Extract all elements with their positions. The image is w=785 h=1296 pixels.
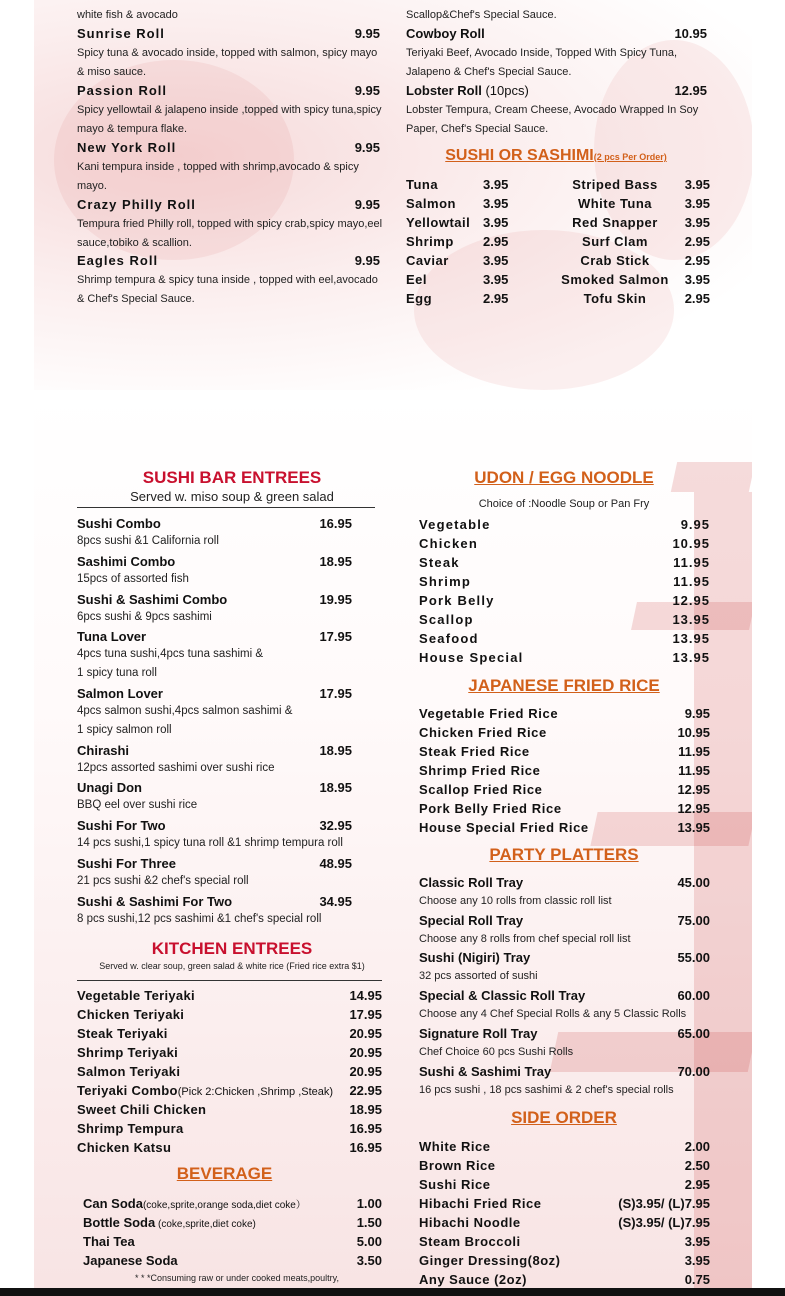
sushi-item-price: 3.95 [483, 253, 509, 268]
menu-item-price: 16.95 [319, 516, 352, 531]
side-item-price: (S)3.95/ (L)7.95 [618, 1196, 710, 1211]
menu-item-name: Chirashi [77, 742, 130, 758]
side-item-name: Hibachi Noodle [419, 1215, 521, 1230]
menu-item-name: Sushi For Two [77, 818, 166, 834]
platter-desc: Choose any 10 rolls from classic roll list [419, 895, 612, 907]
beverage-price: 1.00 [356, 1196, 382, 1211]
platter-name: Sushi & Sashimi Tray [419, 1063, 552, 1079]
menu-item-desc: 8 pcs sushi,12 pcs sashimi &1 chef's special roll [77, 912, 322, 925]
side-item-price: 2.50 [684, 1158, 710, 1173]
menu-item-price: 18.95 [319, 742, 352, 758]
menu-item-name: Tuna Lover [77, 629, 147, 645]
beverage-price: 1.50 [356, 1215, 382, 1230]
menu-item-desc: mayo & tempura flake. [77, 123, 188, 135]
rice-item-name: House Special Fried Rice [419, 820, 589, 835]
side-item-name: Ginger Dressing(8oz) [419, 1253, 561, 1268]
sushi-item-name: Crab Stick [580, 253, 650, 268]
sushi-item-name: Shrimp [406, 234, 454, 249]
platter-name: Classic Roll Tray [419, 875, 524, 890]
menu-item-desc: Spicy tuna & avocado inside, topped with salmon, spicy mayo [77, 47, 378, 59]
noodle-item-name: Pork Belly [419, 593, 495, 608]
side-item-price: (S)3.95/ (L)7.95 [618, 1215, 710, 1230]
rice-item-name: Steak Fried Rice [419, 744, 530, 759]
rice-item-price: 11.95 [678, 763, 710, 778]
noodle-item-price: 13.95 [672, 612, 710, 627]
rice-item-name: Chicken Fried Rice [419, 725, 547, 740]
noodle-item-name: Vegetable [419, 517, 491, 532]
menu-item-price: 20.95 [349, 1026, 382, 1041]
menu-item-name: Lobster Roll (10pcs) [406, 83, 529, 98]
divider [77, 507, 375, 508]
menu-item-price: 20.95 [349, 1045, 382, 1060]
menu-item-price: 9.95 [354, 26, 380, 41]
platter-name: Sushi (Nigiri) Tray [419, 950, 531, 966]
menu-item-price: 17.95 [319, 629, 352, 645]
menu-item-desc: Paper, Chef's Special Sauce. [406, 123, 549, 135]
menu-item-price: 9.95 [354, 197, 380, 212]
rice-item-name: Shrimp Fried Rice [419, 763, 541, 778]
platter-price: 75.00 [677, 912, 710, 928]
noodle-item-price: 11.95 [673, 574, 710, 589]
menu-item-name: Unagi Don [77, 780, 142, 796]
sushi-item-name: Egg [406, 291, 433, 306]
section-title-party-platters: PARTY PLATTERS [489, 845, 639, 864]
beverage-name: Thai Tea [83, 1234, 135, 1249]
platter-price: 60.00 [677, 988, 710, 1004]
menu-item-desc: & miso sauce. [77, 66, 147, 78]
menu-item-desc: 15pcs of assorted fish [77, 572, 189, 585]
sushi-item-name: Red Snapper [572, 215, 658, 230]
platter-price: 70.00 [677, 1063, 710, 1079]
sushi-item-name: Caviar [406, 253, 449, 268]
menu-item-name: Sushi For Three [77, 856, 176, 871]
section-title-kitchen: KITCHEN ENTREES [151, 939, 313, 958]
footnote: * * *Consuming raw or under cooked meats,poultry, [135, 1273, 339, 1283]
section-title-fried-rice: JAPANESE FRIED RICE [468, 676, 660, 695]
menu-item-desc: 1 spicy tuna roll [77, 667, 157, 680]
rice-item-price: 9.95 [684, 706, 710, 721]
menu-item-desc: Kani tempura inside , topped with shrimp,avocado & spicy [77, 161, 359, 173]
menu-item-desc: 14 pcs sushi,1 spicy tuna roll &1 shrimp tempura roll [77, 837, 343, 850]
beverage-name: Can Soda(coke,sprite,orange soda,diet coke） [83, 1196, 306, 1211]
sushi-item-price: 2.95 [684, 291, 710, 306]
menu-item-price: 16.95 [349, 1121, 382, 1136]
page-margin [752, 0, 785, 1288]
noodle-item-name: House Special [419, 650, 524, 665]
menu-item-price: 10.95 [674, 26, 707, 41]
menu-item-desc: 4pcs tuna sushi,4pcs tuna sashimi & [77, 648, 264, 661]
sushi-item-price: 2.95 [483, 291, 509, 306]
menu-item-name: Steak Teriyaki [77, 1026, 168, 1041]
menu-item-name: Passion Roll [77, 83, 168, 98]
noodle-item-name: Scallop [419, 612, 474, 627]
menu-item-name: Shrimp Teriyaki [77, 1045, 179, 1060]
rice-item-price: 11.95 [678, 744, 710, 759]
platter-desc: Chef Choice 60 pcs Sushi Rolls [419, 1045, 574, 1058]
menu-item-desc: 12pcs assorted sashimi over sushi rice [77, 761, 275, 774]
menu-item-desc: Lobster Tempura, Cream Cheese, Avocado Wrapped In Soy [406, 104, 699, 116]
side-item-name: Sushi Rice [419, 1177, 491, 1192]
menu-item-price: 17.95 [349, 1007, 382, 1022]
menu-item-price: 18.95 [319, 553, 352, 569]
menu-item-name: Salmon Teriyaki [77, 1064, 181, 1079]
menu-item-name: Cowboy Roll [406, 26, 485, 41]
sushi-item-name: Eel [406, 272, 428, 287]
platter-name: Special & Classic Roll Tray [419, 988, 586, 1004]
menu-item-desc: 1 spicy salmon roll [77, 723, 172, 736]
side-item-name: Any Sauce (2oz) [419, 1272, 527, 1287]
platter-desc: Choose any 4 Chef Special Rolls & any 5 Classic Rolls [419, 1008, 687, 1021]
sushi-item-price: 3.95 [684, 196, 710, 211]
side-item-price: 2.95 [684, 1177, 710, 1192]
platter-name: Signature Roll Tray [419, 1025, 538, 1041]
platter-name: Special Roll Tray [419, 912, 524, 928]
menu-item-name: Chicken Katsu [77, 1140, 172, 1155]
sushi-item-price: 3.95 [483, 215, 509, 230]
menu-item-name: Vegetable Teriyaki [77, 988, 195, 1003]
menu-item-price: 20.95 [349, 1064, 382, 1079]
menu-item-name: Teriyaki Combo(Pick 2:Chicken ,Shrimp ,Steak) [77, 1083, 334, 1098]
section-subtitle: Served w. miso soup & green salad [130, 489, 334, 504]
partial-description: Scallop&Chef's Special Sauce. [406, 9, 557, 21]
menu-item-price: 17.95 [319, 686, 352, 701]
noodle-item-name: Chicken [419, 536, 478, 551]
menu-item-name: Sushi Combo [77, 516, 161, 531]
menu-item-price: 9.95 [354, 253, 380, 268]
rice-item-price: 13.95 [677, 820, 710, 835]
sushi-item-price: 2.95 [684, 234, 710, 249]
sushi-item-name: Yellowtail [406, 215, 471, 230]
menu-item-desc: mayo. [77, 180, 107, 192]
noodle-item-price: 13.95 [672, 650, 710, 665]
menu-item-price: 32.95 [319, 818, 352, 834]
page-bottom-border [0, 1288, 785, 1296]
beverage-name: Japanese Soda [83, 1253, 178, 1268]
rice-item-price: 10.95 [677, 725, 710, 740]
menu-item-name: Chicken Teriyaki [77, 1007, 185, 1022]
side-item-price: 0.75 [684, 1272, 710, 1287]
divider [77, 980, 382, 981]
sushi-item-name: Striped Bass [572, 177, 658, 192]
menu-item-name: Shrimp Tempura [77, 1121, 184, 1136]
menu-item-price: 16.95 [349, 1140, 382, 1155]
section-title-beverage: BEVERAGE [176, 1164, 273, 1183]
menu-item-name: Sushi & Sashimi For Two [77, 893, 233, 909]
menu-item-name: Eagles Roll [77, 253, 159, 268]
menu-item-price: 9.95 [354, 83, 380, 98]
sushi-item-price: 3.95 [684, 177, 710, 192]
menu-item-desc: 21 pcs sushi &2 chef's special roll [77, 875, 249, 887]
side-item-price: 2.00 [684, 1139, 710, 1154]
side-item-name: Brown Rice [419, 1158, 496, 1173]
menu-item-desc: & Chef's Special Sauce. [77, 293, 195, 305]
menu-item-desc: sauce,tobiko & scallion. [77, 237, 192, 249]
rice-item-name: Scallop Fried Rice [419, 782, 543, 797]
noodle-item-price: 11.95 [673, 555, 710, 570]
menu-item-desc: Jalapeno & Chef's Special Sauce. [406, 66, 572, 78]
platter-desc: 32 pcs assorted of sushi [419, 970, 538, 983]
sushi-item-price: 3.95 [483, 177, 509, 192]
sushi-item-name: Tofu Skin [583, 291, 647, 306]
rice-item-price: 12.95 [677, 801, 710, 816]
sushi-item-name: White Tuna [577, 196, 653, 211]
menu-item-name: Sashimi Combo [77, 553, 176, 569]
noodle-item-price: 12.95 [672, 593, 710, 608]
section-subtitle: Choice of :Noodle Soup or Pan Fry [478, 498, 650, 510]
sushi-item-price: 2.95 [483, 234, 509, 249]
side-item-price: 3.95 [684, 1253, 710, 1268]
menu-item-desc: BBQ eel over sushi rice [77, 799, 198, 812]
sushi-item-price: 3.95 [684, 215, 710, 230]
section-title-sushi-sashimi: SUSHI OR SASHIMI(2 pcs Per Order) [445, 147, 667, 164]
beverage-price: 5.00 [356, 1234, 382, 1249]
beverage-price: 3.50 [356, 1253, 382, 1268]
section-title-udon: UDON / EGG NOODLE [474, 468, 654, 487]
menu-item-price: 18.95 [349, 1102, 382, 1117]
menu-item-name: Crazy Philly Roll [77, 197, 196, 212]
section-subtitle: Served w. clear soup, green salad & white rice (Fried rice extra $1) [99, 961, 365, 971]
side-item-name: Steam Broccoli [419, 1234, 521, 1249]
section-title-side-order: SIDE ORDER [511, 1108, 617, 1127]
menu-item-desc: Shrimp tempura & spicy tuna inside , topped with eel,avocado [77, 274, 378, 286]
menu-item-desc: 6pcs sushi & 9pcs sashimi [77, 610, 212, 623]
noodle-item-name: Seafood [419, 631, 479, 646]
side-item-price: 3.95 [684, 1234, 710, 1249]
sushi-item-price: 3.95 [483, 272, 509, 287]
sushi-item-name: Tuna [406, 177, 439, 192]
sushi-item-price: 3.95 [684, 272, 710, 287]
platter-price: 65.00 [677, 1025, 710, 1041]
partial-description: white fish & avocado [77, 9, 178, 21]
rice-item-price: 12.95 [677, 782, 710, 797]
menu-item-price: 12.95 [674, 83, 707, 98]
menu-item-price: 14.95 [349, 988, 382, 1003]
rice-item-name: Vegetable Fried Rice [419, 706, 559, 721]
menu-item-desc: 8pcs sushi &1 California roll [77, 535, 219, 547]
menu-item-name: Salmon Lover [77, 686, 163, 701]
sushi-item-price: 2.95 [684, 253, 710, 268]
menu-item-price: 48.95 [319, 856, 352, 871]
menu-item-price: 19.95 [319, 591, 352, 607]
platter-desc: Choose any 8 rolls from chef special roll list [419, 932, 631, 945]
menu-item-desc: Teriyaki Beef, Avocado Inside, Topped With Spicy Tuna, [406, 47, 678, 59]
platter-desc: 16 pcs sushi , 18 pcs sashimi & 2 chef's special rolls [419, 1083, 674, 1096]
menu-item-name: Sushi & Sashimi Combo [77, 591, 228, 607]
noodle-item-name: Shrimp [419, 574, 471, 589]
sushi-item-name: Surf Clam [582, 234, 648, 249]
noodle-item-price: 10.95 [672, 536, 710, 551]
sushi-item-price: 3.95 [483, 196, 509, 211]
menu-item-price: 9.95 [354, 140, 380, 155]
noodle-item-name: Steak [419, 555, 460, 570]
rice-item-name: Pork Belly Fried Rice [419, 801, 562, 816]
menu-item-name: New York Roll [77, 140, 177, 155]
menu-item-desc: Tempura fried Philly roll, topped with spicy crab,spicy mayo,eel [77, 218, 383, 230]
side-item-name: White Rice [419, 1139, 491, 1154]
platter-price: 45.00 [677, 875, 710, 890]
menu-item-price: 22.95 [349, 1083, 382, 1098]
menu-item-name: Sunrise Roll [77, 26, 165, 41]
menu-item-desc: Spicy yellowtail & jalapeno inside ,topped with spicy tuna,spicy [77, 104, 382, 116]
menu-item-price: 18.95 [319, 780, 352, 796]
beverage-name: Bottle Soda (coke,sprite,diet coke) [83, 1215, 256, 1230]
sushi-item-name: Smoked Salmon [561, 272, 669, 287]
platter-price: 55.00 [677, 950, 710, 966]
side-item-name: Hibachi Fried Rice [419, 1196, 542, 1211]
noodle-item-price: 13.95 [672, 631, 710, 646]
section-title-sushi-bar: SUSHI BAR ENTREES [142, 468, 322, 487]
menu-item-desc: 4pcs salmon sushi,4pcs salmon sashimi & [77, 705, 293, 717]
menu-item-name: Sweet Chili Chicken [77, 1102, 207, 1117]
noodle-item-price: 9.95 [680, 517, 710, 532]
sushi-item-name: Salmon [406, 196, 456, 211]
menu-item-price: 34.95 [319, 893, 352, 909]
